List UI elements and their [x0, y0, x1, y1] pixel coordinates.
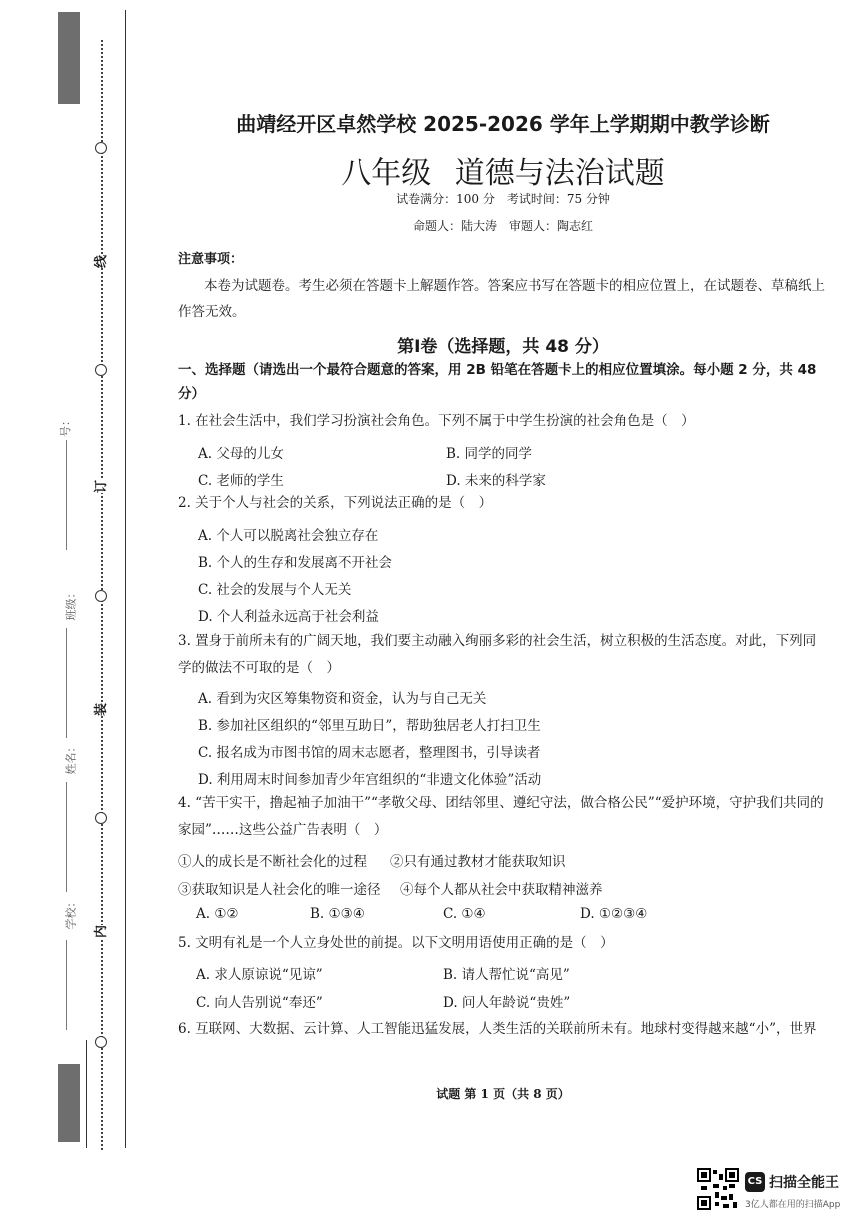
question-6-stem: 6. 互联网、大数据、云计算、人工智能迅猛发展，人类生活的关联前所未有。地球村变得越来越“小”，世界: [178, 1021, 817, 1037]
scanner-logo-icon: CS: [745, 1172, 765, 1192]
question-5-option-d: D. 问人年龄说“贵姓”: [443, 995, 571, 1011]
question-4-statement-2: ②只有通过教材才能获取知识: [390, 854, 566, 870]
field-label-class: 班级：: [64, 587, 78, 621]
field-line-school: [66, 940, 67, 1030]
field-line-number: [66, 440, 67, 550]
question-2-option-b: B. 个人的生存和发展离不开社会: [198, 555, 393, 571]
binding-char-zhuang: 装: [88, 703, 111, 716]
binding-circle: [95, 812, 107, 824]
question-4-option-a: A. ①②: [196, 906, 239, 922]
field-line-class: [66, 628, 67, 738]
binding-circle: [95, 1036, 107, 1048]
question-2-stem: 2. 关于个人与社会的关系，下列说法正确的是（ ）: [178, 495, 493, 511]
binding-char-xian: 线: [88, 255, 111, 268]
question-1-option-a: A. 父母的儿女: [198, 446, 284, 462]
binding-gray-bar-bottom: [58, 1064, 80, 1142]
question-1-stem: 1. 在社会生活中，我们学习扮演社会角色。下列不属于中学生扮演的社会角色是（ ）: [178, 413, 695, 429]
question-2-option-c: C. 社会的发展与个人无关: [198, 582, 352, 598]
question-4-statement-4: ④每个人都从社会中获取精神滋养: [400, 882, 603, 898]
binding-border-line: [125, 10, 126, 1148]
notice-body: 本卷为试题卷。考生必须在答题卡上解题作答。答案应书写在答题卡的相应位置上，在试题卷、草稿纸上作答无效。: [178, 278, 825, 320]
exam-info: 试卷满分：100 分 考试时间：75 分钟: [396, 192, 610, 206]
scanner-app-name: 扫描全能王: [769, 1175, 839, 1191]
field-line-name: [66, 782, 67, 892]
question-5-option-c: C. 向人告别说“奉还”: [196, 995, 323, 1011]
binding-circle: [95, 364, 107, 376]
notice-title: 注意事项：: [178, 252, 244, 267]
section-heading: 一、选择题（请选出一个最符合题意的答案，用 2B 铅笔在答题卡上的相应位置填涂。每小题 2 分，共 48 分）: [178, 362, 817, 402]
question-4-option-d: D. ①②③④: [580, 906, 648, 922]
field-label-name: 姓名：: [64, 741, 78, 775]
field-label-school: 学校：: [64, 896, 78, 930]
binding-gray-bar-top: [58, 12, 80, 104]
field-label-number: 号：: [59, 415, 72, 437]
question-4-stem: 4. “苦干实干，撸起袖子加油干”“孝敬父母、团结邻里、遵纪守法，做合格公民”“爱护环境，守护我们共同的家园”……这些公益广告表明（ ）: [178, 795, 824, 838]
question-5-option-b: B. 请人帮忙说“高见”: [443, 967, 570, 983]
binding-char-ding: 订: [88, 480, 111, 493]
part-title: 第Ⅰ卷（选择题，共 48 分）: [397, 337, 609, 357]
scanner-tagline: 3亿人都在用的扫描App: [745, 1200, 841, 1210]
question-1-option-b: B. 同学的同学: [446, 446, 533, 462]
binding-circle: [95, 142, 107, 154]
question-3-option-b: B. 参加社区组织的“邻里互助日”，帮助独居老人打扫卫生: [198, 718, 541, 734]
page-footer: 试题 第 1 页（共 8 页）: [436, 1087, 570, 1101]
question-5-stem: 5. 文明有礼是一个人立身处世的前提。以下文明用语使用正确的是（ ）: [178, 935, 614, 951]
school-title: 曲靖经开区卓然学校 2025-2026 学年上学期期中教学诊断: [236, 112, 770, 136]
question-4-statement-1: ①人的成长是不断社会化的过程: [178, 854, 367, 870]
binding-border-line-left: [86, 1040, 87, 1148]
question-5-option-a: A. 求人原谅说“见谅”: [196, 967, 323, 983]
question-3-stem: 3. 置身于前所未有的广阔天地，我们要主动融入绚丽多彩的社会生活，树立积极的生活态度。对此，下列同学的做法不可取的是（ ）: [178, 633, 817, 676]
exam-title: 八年级 道德与法治试题: [341, 156, 665, 191]
question-3-option-a: A. 看到为灾区筹集物资和资金，认为与自己无关: [198, 691, 487, 707]
exam-authors: 命题人：陆大涛 审题人：陶志红: [412, 219, 593, 233]
qr-code-icon: [697, 1168, 739, 1210]
question-2-option-a: A. 个人可以脱离社会独立存在: [198, 528, 379, 544]
question-3-option-c: C. 报名成为市图书馆的周末志愿者，整理图书，引导读者: [198, 745, 541, 761]
binding-circle: [95, 590, 107, 602]
binding-char-nei: 内: [88, 925, 111, 938]
question-1-option-c: C. 老师的学生: [198, 473, 284, 489]
question-4-option-c: C. ①④: [443, 906, 486, 922]
question-4-option-b: B. ①③④: [310, 906, 365, 922]
question-2-option-d: D. 个人利益永远高于社会利益: [198, 609, 379, 625]
question-3-option-d: D. 利用周末时间参加青少年宫组织的“非遗文化体验”活动: [198, 772, 542, 788]
question-4-statement-3: ③获取知识是人社会化的唯一途径: [178, 882, 381, 898]
question-1-option-d: D. 未来的科学家: [446, 473, 546, 489]
